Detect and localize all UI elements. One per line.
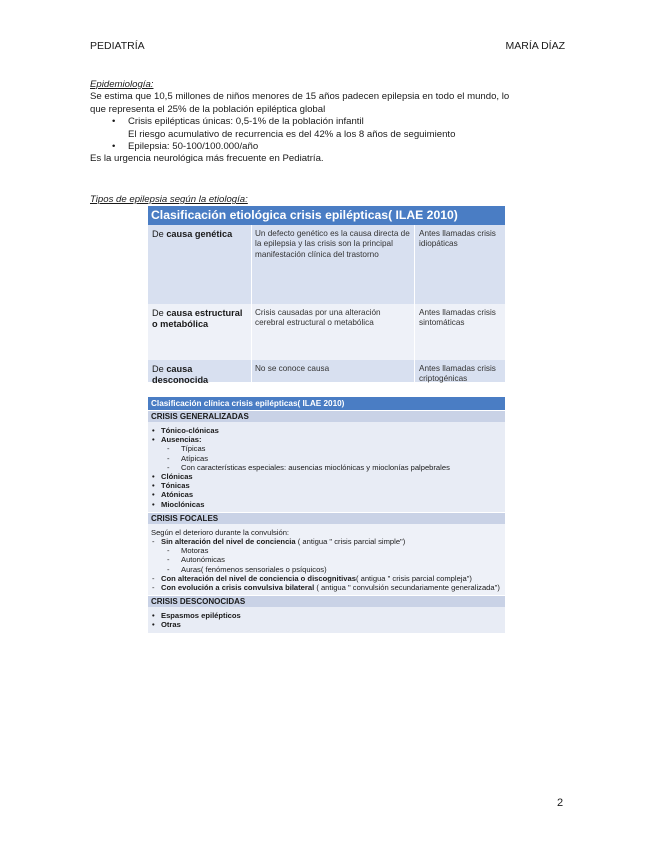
epidemiology-bullets (112, 116, 570, 128)
etiology-classification-table (148, 206, 505, 385)
list-item: • Clónicas (151, 472, 502, 481)
former-name-cell: Antes llamadas crisis idiopáticas (419, 229, 496, 249)
unknown-body (148, 607, 505, 632)
former-name-cell: Antes llamadas crisis criptogénicas (419, 364, 496, 384)
list-item: - Con evolución a crisis convulsiva bilateral ( antigua " convulsión secundariamente generalizada") (151, 583, 502, 592)
cause-name: causa desconocida (152, 364, 209, 385)
list-item: • Tónicas (151, 481, 502, 490)
cause-cell: De causa genética (148, 225, 252, 304)
list-item: - Con características especiales: ausencias mioclónicas y mioclonías palpebrales (151, 463, 502, 472)
header-author: MARÍA DÍAZ (505, 40, 565, 52)
generalized-body (148, 422, 505, 512)
list-item: - Con alteración del nivel de conciencia o discognitivas( antigua " crisis parcial compleja") (151, 574, 502, 583)
focal-header: CRISIS FOCALES (148, 512, 505, 524)
bullet-recurrence-note: El riesgo acumulativo de recurrencia es del 42% a los 8 años de seguimiento (128, 128, 456, 140)
list-item: - Autonómicas (151, 555, 502, 564)
list-item: - Atípicas (151, 454, 502, 463)
list-item: • Espasmos epilépticos (151, 611, 502, 620)
epidemiology-section (90, 79, 570, 166)
unknown-header: CRISIS DESCONOCIDAS (148, 595, 505, 607)
list-item: - Motoras (151, 546, 502, 555)
focal-body (148, 524, 505, 595)
etiology-table-title: Clasificación etiológica crisis epilépticas( ILAE 2010) (148, 206, 505, 225)
former-name-cell: Antes llamadas crisis sintomáticas (419, 308, 496, 328)
epidemiology-paragraph-line2: que representa el 25% de la población epiléptica global (90, 103, 326, 115)
epidemiology-closing: Es la urgencia neurológica más frecuente en Pediatría. (90, 153, 324, 165)
focal-intro: Según el deterioro durante la convulsión: (151, 527, 290, 537)
epidemiology-title: Epidemiología: (90, 79, 154, 90)
cause-cell: De causa desconocida (148, 360, 252, 382)
list-item: • Atónicas (151, 490, 502, 499)
bullet-single-seizures: • Crisis epilépticas únicas: 0,5-1% de la población infantil (112, 116, 570, 128)
page-number: 2 (557, 797, 564, 809)
types-section (90, 194, 570, 206)
table-row (148, 360, 505, 385)
header-subject: PEDIATRÍA (90, 40, 145, 52)
cause-name: causa estructural o metabólica (152, 308, 243, 329)
cause-name: causa genética (166, 229, 233, 239)
list-item: - Auras( fenómenos sensoriales o psíquicos) (151, 565, 502, 574)
list-item: • Tónico-clónicas (151, 426, 502, 435)
table-row (148, 304, 505, 360)
page-header (90, 40, 565, 54)
types-title: Tipos de epilepsia según la etiología: (90, 194, 248, 205)
table-row (148, 225, 505, 304)
list-item: • Ausencias: (151, 435, 502, 444)
description-cell: No se conoce causa (252, 360, 415, 382)
bullet-epilepsy-incidence: • Epilepsia: 50-100/100.000/año (112, 141, 570, 153)
list-item: • Mioclónicas (151, 500, 502, 509)
list-item: • Otras (151, 620, 502, 629)
generalized-header: CRISIS GENERALIZADAS (148, 410, 505, 422)
list-item: - Sin alteración del nivel de conciencia ( antigua " crisis parcial simple") (151, 537, 502, 546)
cause-cell: De causa estructural o metabólica (148, 304, 252, 360)
list-item: - Típicas (151, 444, 502, 453)
clinical-table-title: Clasificación clínica crisis epilépticas( ILAE 2010) (148, 397, 505, 410)
clinical-classification-table (148, 397, 505, 633)
description-cell: Crisis causadas por una alteración cerebral estructural o metabólica (252, 304, 415, 360)
description-cell: Un defecto genético es la causa directa de la epilepsia y las crisis son la principal manifestación clínica del trastorno (252, 225, 415, 304)
epidemiology-paragraph-line1: Se estima que 10,5 millones de niños menores de 15 años padecen epilepsia en todo el mundo, lo (90, 91, 510, 103)
